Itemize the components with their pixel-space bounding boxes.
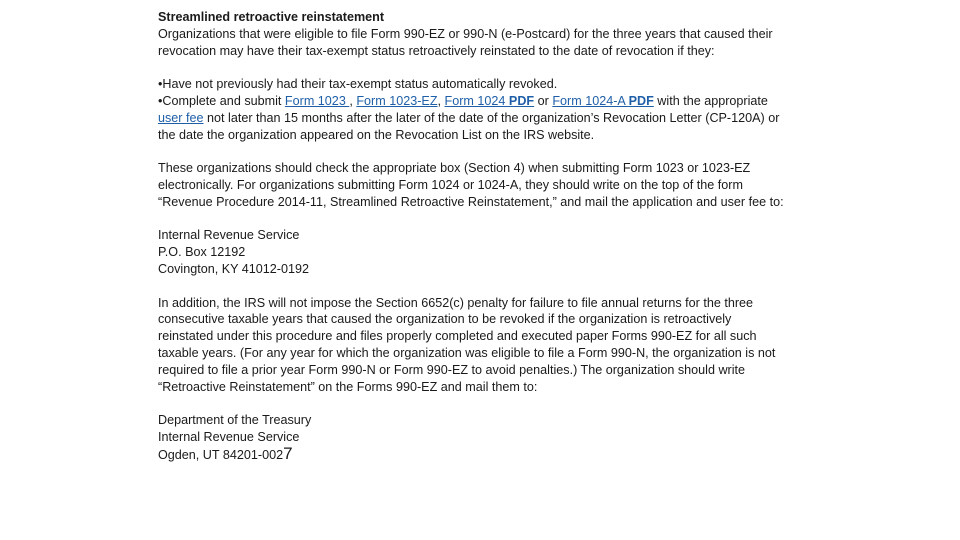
- address-line: [158, 443, 788, 464]
- bullet2-suffix: not later than 15 months after the later of the date of the organization’s Revocation Letter (CP-120A) or the date the organization appeared on the Revocation List on the IRS website.: [158, 110, 780, 142]
- intro-paragraph: Organizations that were eligible to file Form 990-EZ or 990-N (e-Postcard) for the three years that caused their revocation may have their tax-exempt status retroactively reinstated to the date of revocation if they:: [158, 26, 773, 58]
- address-line: P.O. Box 12192: [158, 245, 246, 260]
- address-line: Internal Revenue Service: [158, 228, 300, 243]
- section-heading: Streamlined retroactive reinstatement: [158, 10, 385, 24]
- form-1024-a-link[interactable]: Form 1024-A: [552, 93, 629, 108]
- address-line: Internal Revenue Service: [158, 429, 300, 444]
- bullet2-mid: with the appropriate: [653, 93, 768, 108]
- bullet-complete-and-submit: [158, 93, 788, 143]
- bullet-not-previously-revoked: •Have not previously had their tax-exempt status automatically revoked.: [158, 77, 558, 92]
- form-1024-pdf-link[interactable]: PDF: [508, 93, 535, 108]
- user-fee-link[interactable]: user fee: [158, 110, 204, 125]
- check-box-paragraph: These organizations should check the appropriate box (Section 4) when submitting Form 1023 or 1023-EZ electronically. For organizations submitting Form 1024 or 1024-A, they should write on the top of the form “Revenue Procedure 2014-11, Streamlined Retroactive Reinstatement,” and mail the application and user fee to:: [158, 161, 784, 209]
- document-body: [158, 9, 788, 464]
- bullet2-prefix: •Complete and submit: [158, 93, 285, 108]
- penalty-paragraph: In addition, the IRS will not impose the Section 6652(c) penalty for failure to file annual returns for the three consecutive taxable years that caused the organization to be revoked if the organization is retroactively reinstated under this procedure and files properly completed and executed paper Forms 990-EZ for all such taxable years. (For any year for which the organization was eligible to file a Form 990-N, the organization is not required to file a prior year Form 990-N or Form 990-EZ to avoid penalties.) The organization should write “Retroactive Reinstatement” on the Forms 990-EZ and mail them to:: [158, 295, 776, 394]
- covington-address: [158, 227, 788, 277]
- separator: ,: [437, 93, 445, 108]
- address-zip-last-digit: 7: [283, 443, 293, 463]
- address-line: Department of the Treasury: [158, 413, 312, 428]
- separator: or: [534, 93, 553, 108]
- form-1024-a-pdf-link[interactable]: PDF: [628, 93, 654, 108]
- form-1023-ez-link[interactable]: Form 1023-EZ: [356, 93, 438, 108]
- address-zip-main: Ogden, UT 84201-002: [158, 447, 284, 462]
- address-line: Covington, KY 41012-0192: [158, 261, 310, 276]
- form-1024-link[interactable]: Form 1024: [444, 93, 509, 108]
- form-1023-link[interactable]: Form 1023: [284, 93, 350, 108]
- separator: ,: [349, 93, 357, 108]
- ogden-address: [158, 412, 788, 463]
